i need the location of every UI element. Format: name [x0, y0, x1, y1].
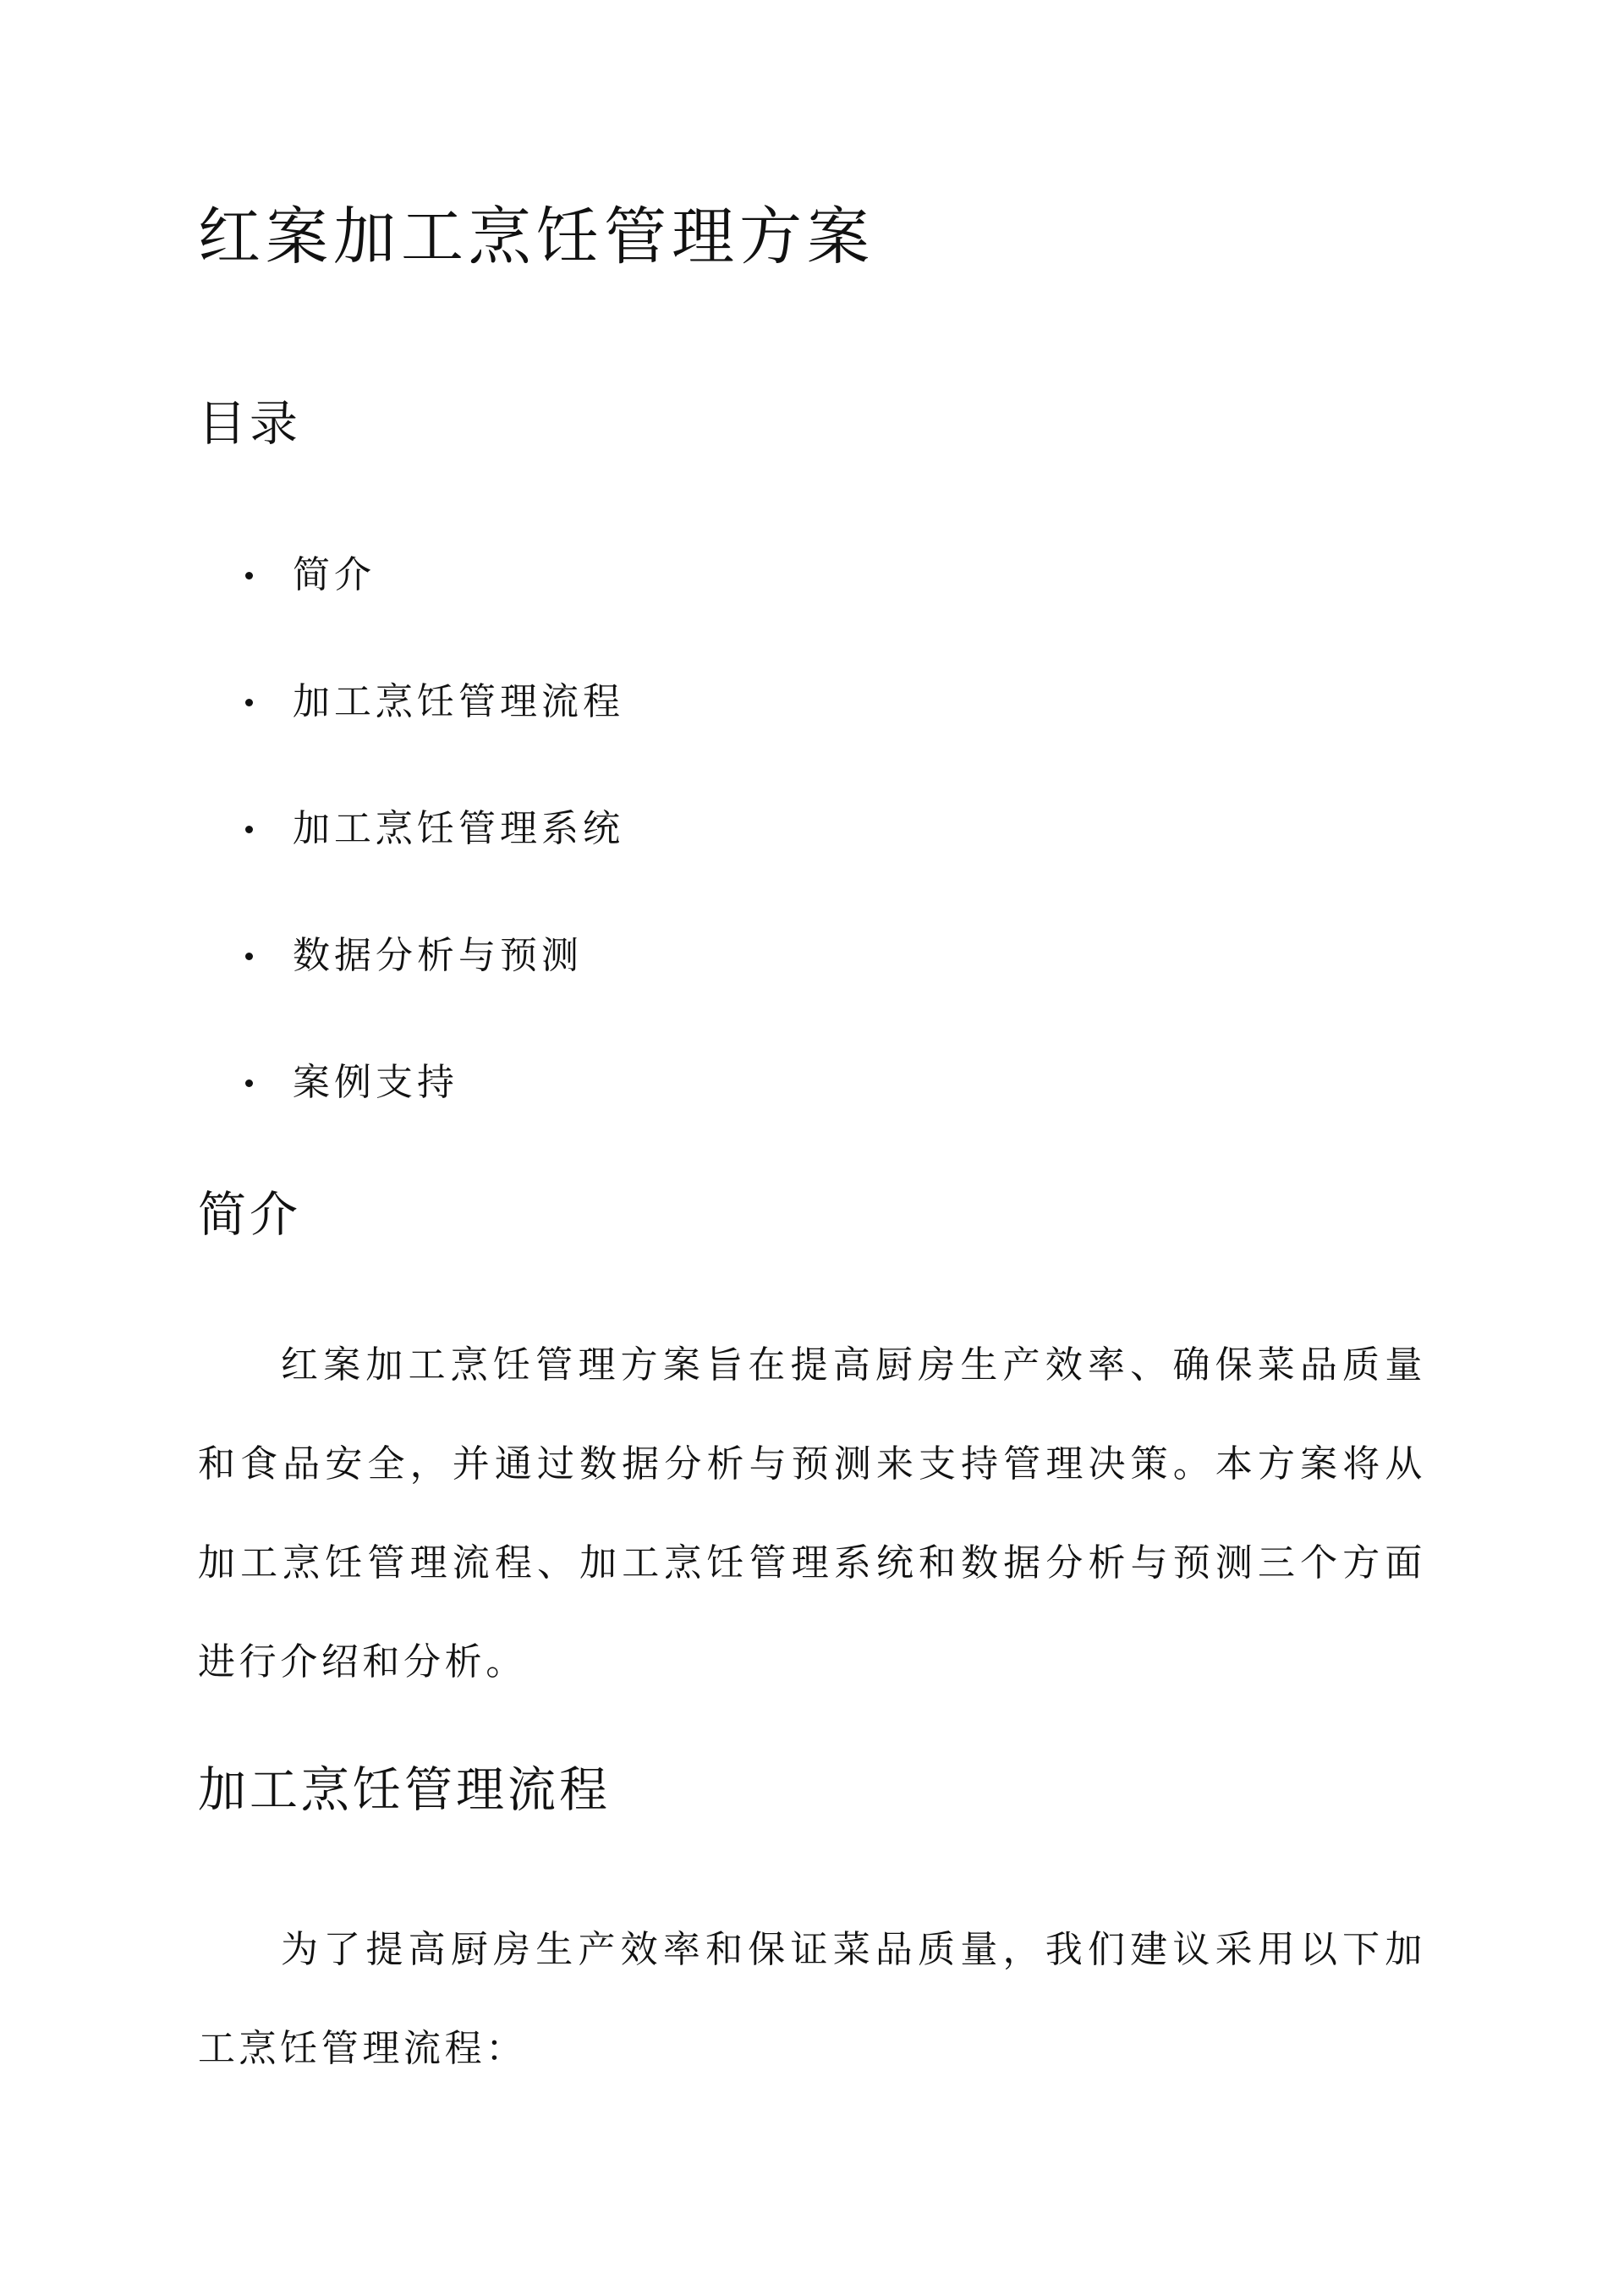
- bullet-icon: [245, 826, 253, 833]
- intro-paragraph: 红案加工烹饪管理方案旨在提高厨房生产效率、确保菜品质量和食品安全，并通过数据分析与预测来支持管理决策。本方案将从加工烹饪管理流程、加工烹饪管理系统和数据分析与预测三个方面进行介绍和分析。: [198, 1343, 1426, 1684]
- toc-item-process[interactable]: [245, 677, 624, 728]
- toc-heading: 目录: [198, 396, 301, 452]
- process-heading: 加工烹饪管理流程: [198, 1762, 611, 1818]
- bullet-icon: [245, 953, 253, 960]
- toc-item-label: 加工烹饪管理系统: [293, 807, 624, 850]
- toc-item-label: 加工烹饪管理流程: [293, 680, 624, 723]
- process-paragraph: 为了提高厨房生产效率和保证菜品质量，我们建议采用以下加工烹饪管理流程：: [198, 1928, 1426, 2070]
- toc-item-label: 简介: [293, 553, 376, 596]
- bullet-icon: [245, 572, 253, 579]
- toc-item-label: 数据分析与预测: [293, 934, 583, 977]
- intro-heading: 简介: [198, 1187, 301, 1243]
- bullet-icon: [245, 699, 253, 706]
- bullet-icon: [245, 1079, 253, 1087]
- document-title: 红案加工烹饪管理方案: [198, 200, 875, 273]
- toc-item-intro[interactable]: [245, 550, 376, 601]
- toc-item-label: 案例支持: [293, 1061, 458, 1104]
- toc-item-system[interactable]: [245, 804, 624, 854]
- toc-item-analysis[interactable]: [245, 931, 583, 981]
- toc-item-cases[interactable]: [245, 1057, 458, 1108]
